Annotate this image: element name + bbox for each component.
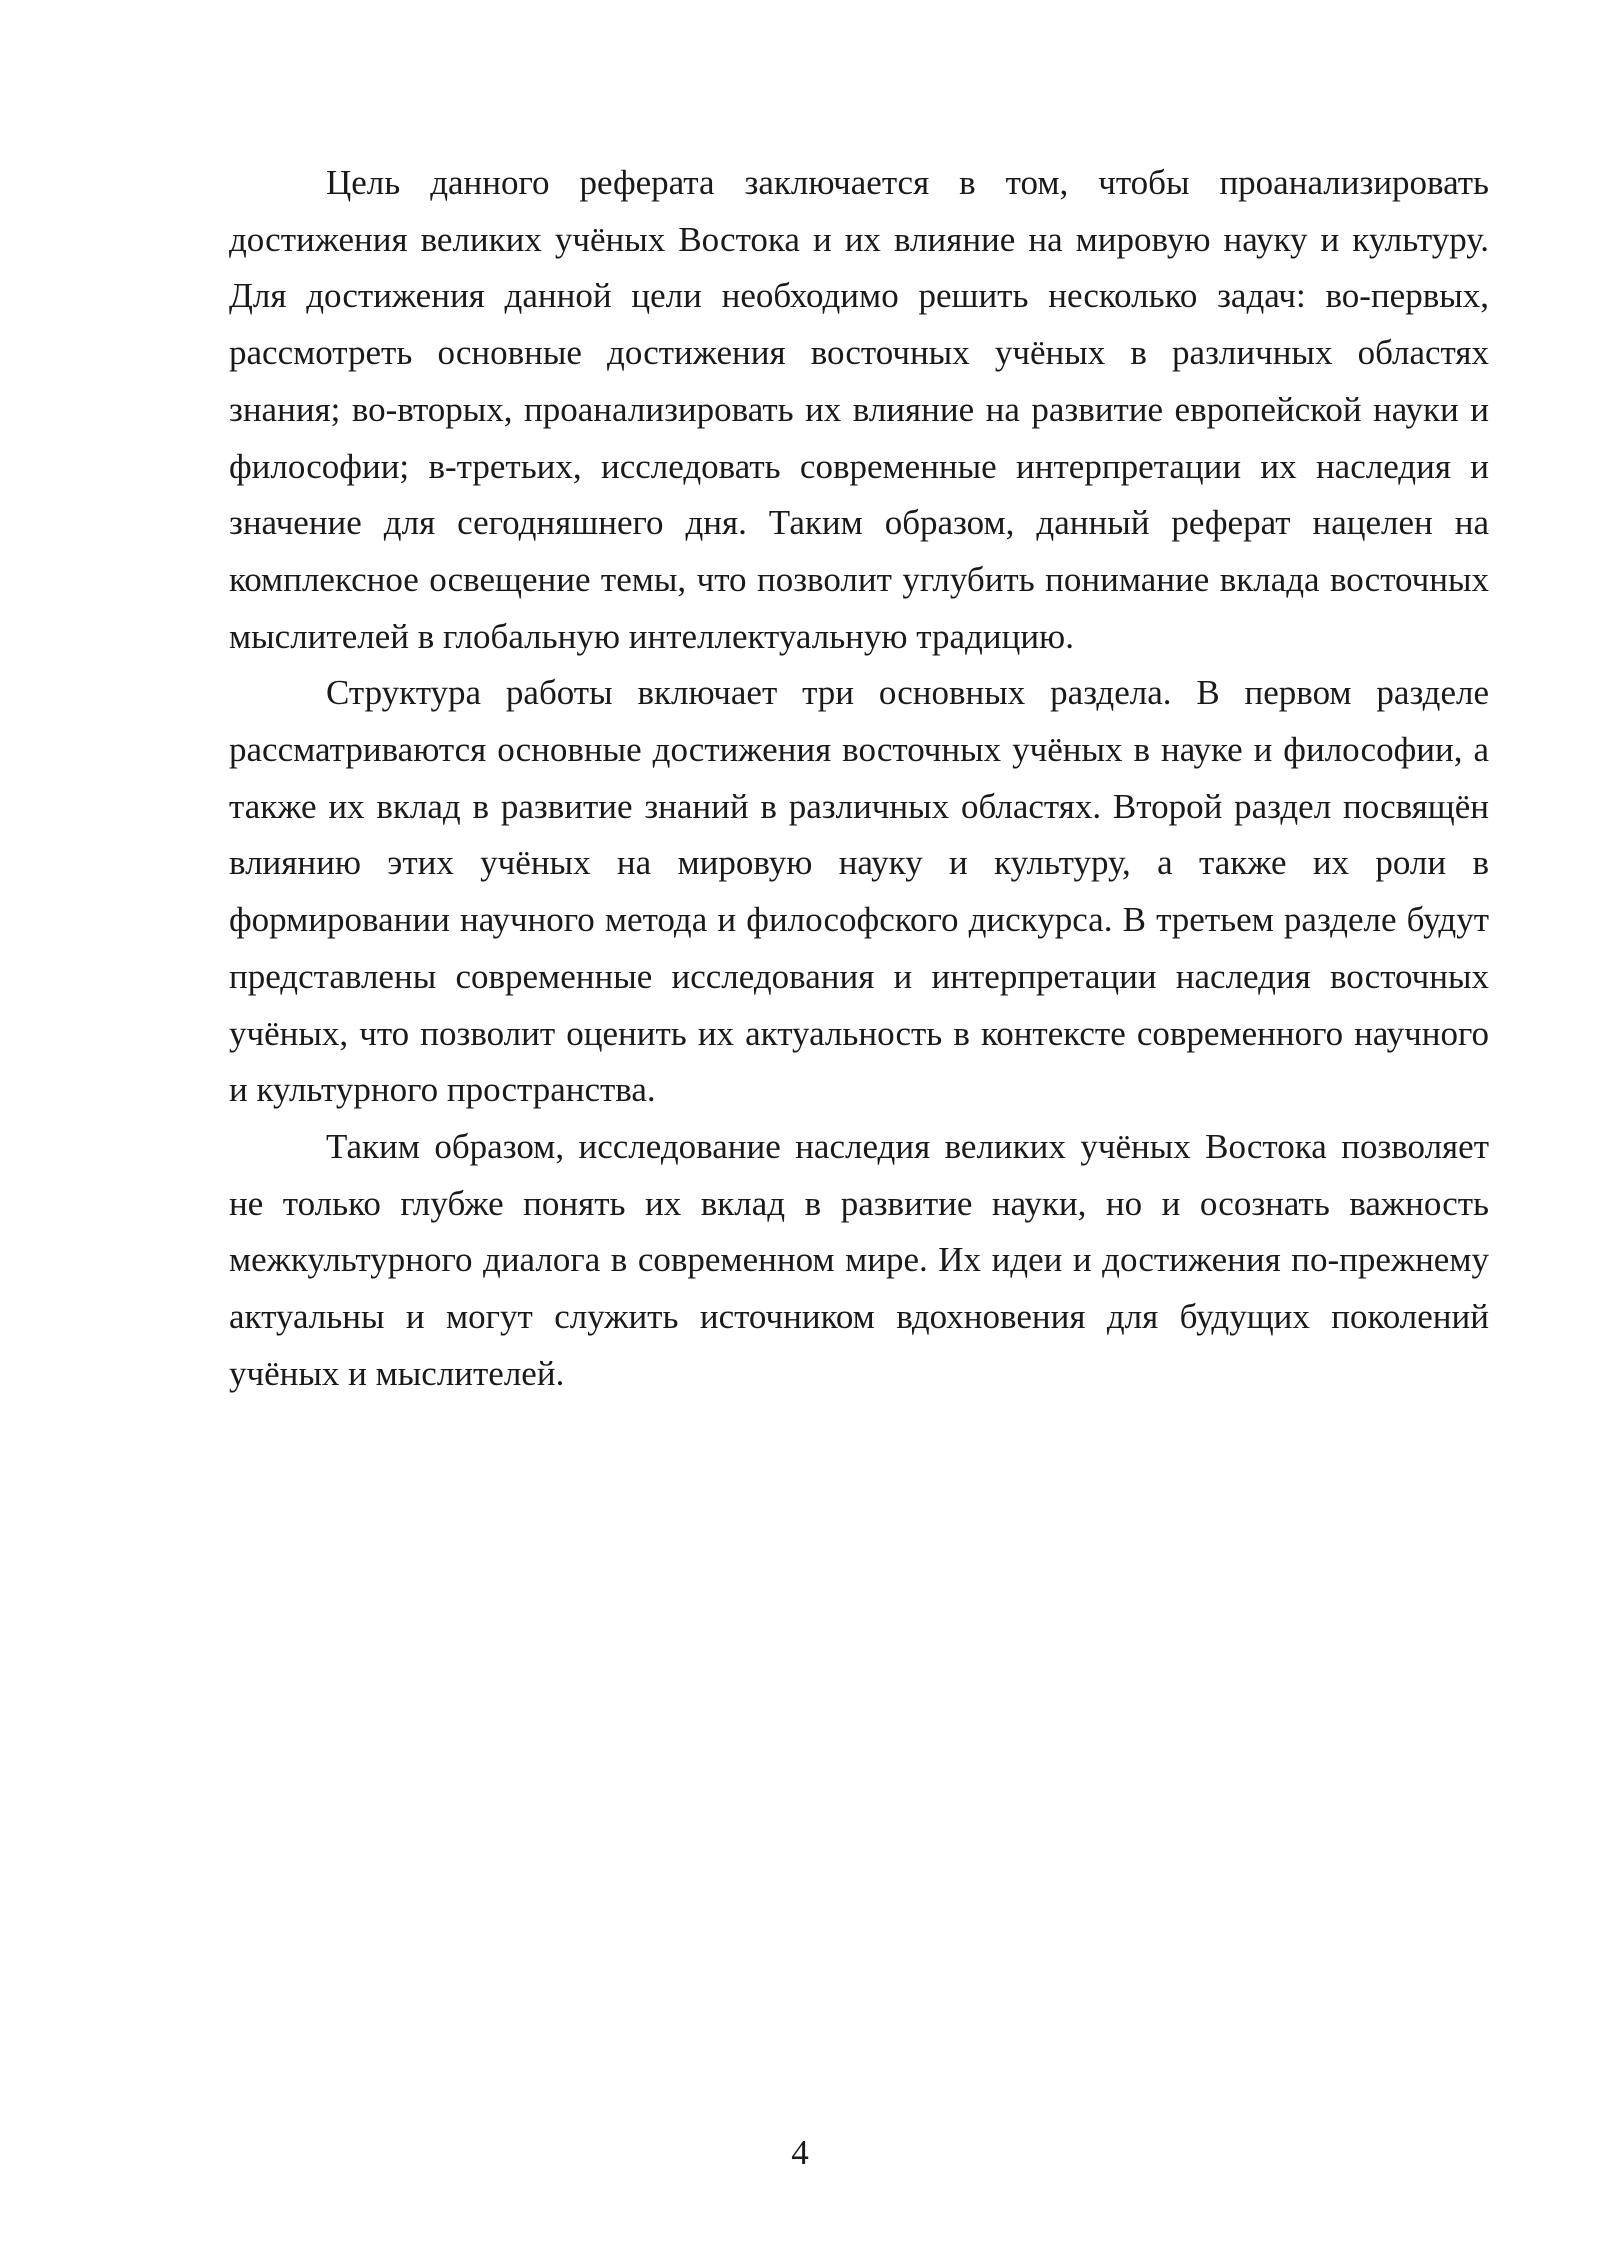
paragraph-conclusion: Таким образом, исследование наследия великих учёных Востока позволяет не только глубже понять их вклад в развитие науки, но и осознать важность межкультурного диалога в современном мире. Их идеи и достижения по-прежнему актуальны и могут служить источником вдохновения для будущих поколений учёных и мыслителей. [229, 1126, 1489, 1393]
paragraph-structure: Структура работы включает три основных раздела. В первом разделе рассматриваются основные достижения восточных учёных в науке и философии, а также их вклад в развитие знаний в различных областях. Второй раздел посвящён влиянию этих учёных на мировую науку и культуру, а также их роли в формировании научного метода и философского дискурса. В третьем разделе будут представлены современные исследования и интерпретации наследия восточных учёных, что позволит оценить их актуальность в контексте современного научного и культурного пространства. [229, 673, 1489, 1110]
paragraph-goal: Цель данного реферата заключается в том, чтобы проанализировать достижения великих учёных Востока и их влияние на мировую науку и культуру. Для достижения данной цели необходимо решить несколько задач: во-первых, рассмотреть основные достижения восточных учёных в различных областях знания; во-вторых, проанализировать их влияние на развитие европейской науки и философии; в-третьих, исследовать современные интерпретации их наследия и значение для сегодняшнего дня. Таким образом, данный реферат нацелен на комплексное освещение темы, что позволит углубить понимание вклада восточных мыслителей в глобальную интеллектуальную традицию. [229, 163, 1489, 656]
page-number: 4 [791, 2133, 809, 2172]
body-text [229, 155, 1489, 1402]
